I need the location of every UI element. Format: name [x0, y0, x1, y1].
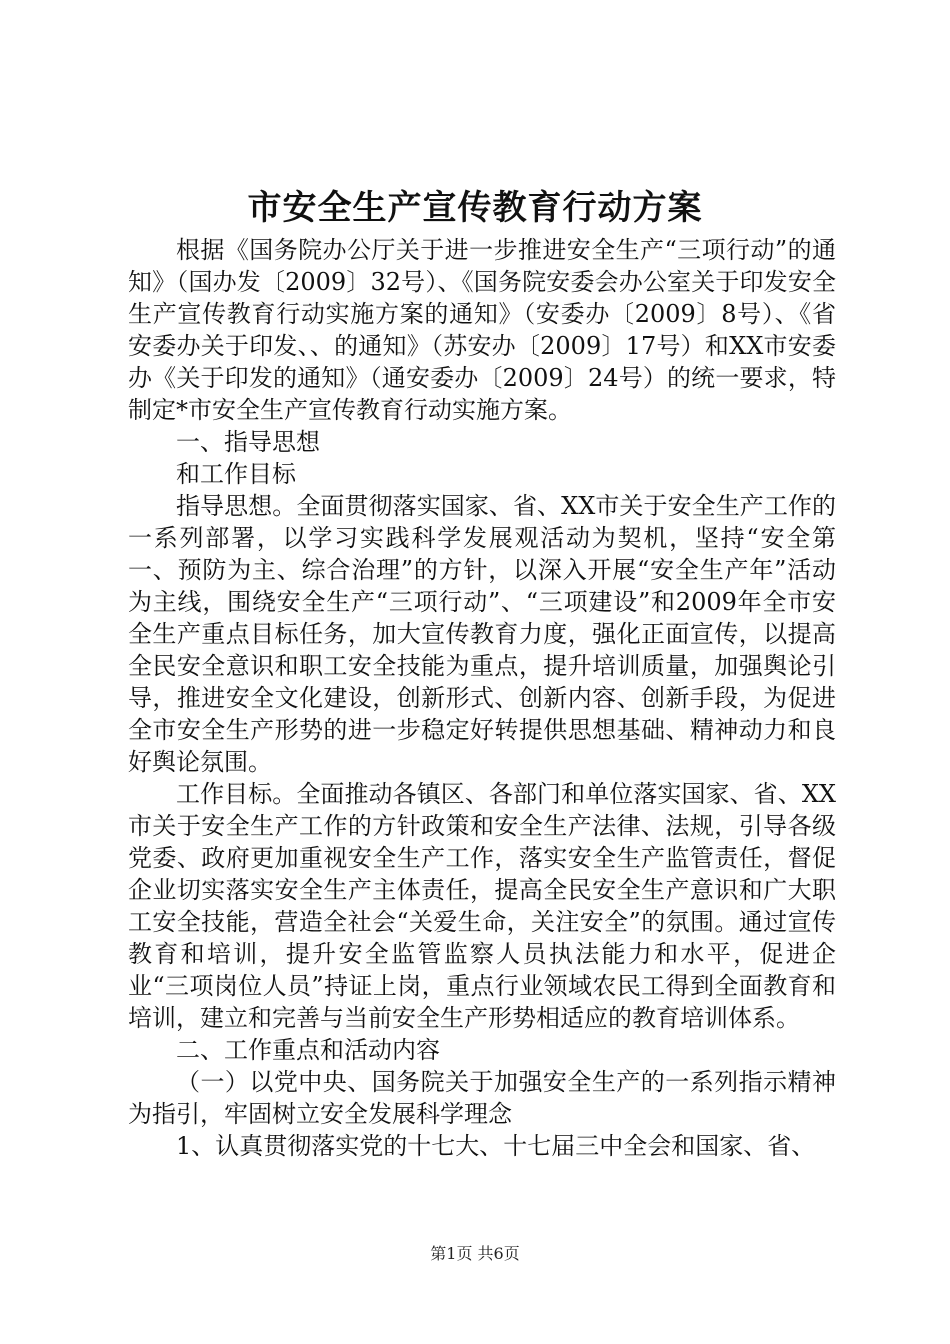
section-heading-1: 一、指导思想 [176, 428, 320, 456]
paragraph-subsection-1: （一）以党中央、国务院关于加强安全生产的一系列指示精神为指引，牢固树立安全发展科学理念 [128, 1068, 836, 1128]
section-heading-2: 二、工作重点和活动内容 [176, 1036, 440, 1064]
paragraph-intro: 根据《国务院办公厅关于进一步推进安全生产“三项行动”的通知》（国办发〔2009〕32号）、《国务院安委会办公室关于印发安全生产宣传教育行动实施方案的通知》（安委办〔2009〕8号）、《省安委办关于印发、、的通知》（苏安办〔2009〕17号）和XX市安委办《关于印发的通知》（通安委办〔2009〕24号）的统一要求，特制定*市安全生产宣传教育行动实施方案。 [128, 236, 836, 424]
paragraph-item-1: 1、认真贯彻落实党的十七大、十七届三中全会和国家、省、 [176, 1132, 816, 1160]
document-body [128, 234, 836, 1162]
paragraph-guiding-thought: 指导思想。全面贯彻落实国家、省、XX市关于安全生产工作的一系列部署，以学习实践科学发展观活动为契机，坚持“安全第一、预防为主、综合治理”的方针，以深入开展“安全生产年”活动为主线，围绕安全生产“三项行动”、“三项建设”和2009年全市安全生产重点目标任务，加大宣传教育力度，强化正面宣传，以提高全民安全意识和职工安全技能为重点，提升培训质量，加强舆论引导，推进安全文化建设，创新形式、创新内容、创新手段，为促进全市安全生产形势的进一步稳定好转提供思想基础、精神动力和良好舆论氛围。 [128, 492, 836, 776]
section-heading-1-cont: 和工作目标 [176, 460, 296, 488]
paragraph-work-goal: 工作目标。全面推动各镇区、各部门和单位落实国家、省、XX市关于安全生产工作的方针政策和安全生产法律、法规，引导各级党委、政府更加重视安全生产工作，落实安全生产监管责任，督促企业切实落实安全生产主体责任，提高全民安全生产意识和广大职工安全技能，营造全社会“关爱生命，关注安全”的氛围。通过宣传教育和培训，提升安全监管监察人员执法能力和水平，促进企业“三项岗位人员”持证上岗，重点行业领域农民工得到全面教育和培训，建立和完善与当前安全生产形势相适应的教育培训体系。 [128, 780, 836, 1032]
page-footer: 第1页 共6页 [430, 1244, 520, 1263]
document-title: 市安全生产宣传教育行动方案 [247, 188, 703, 228]
